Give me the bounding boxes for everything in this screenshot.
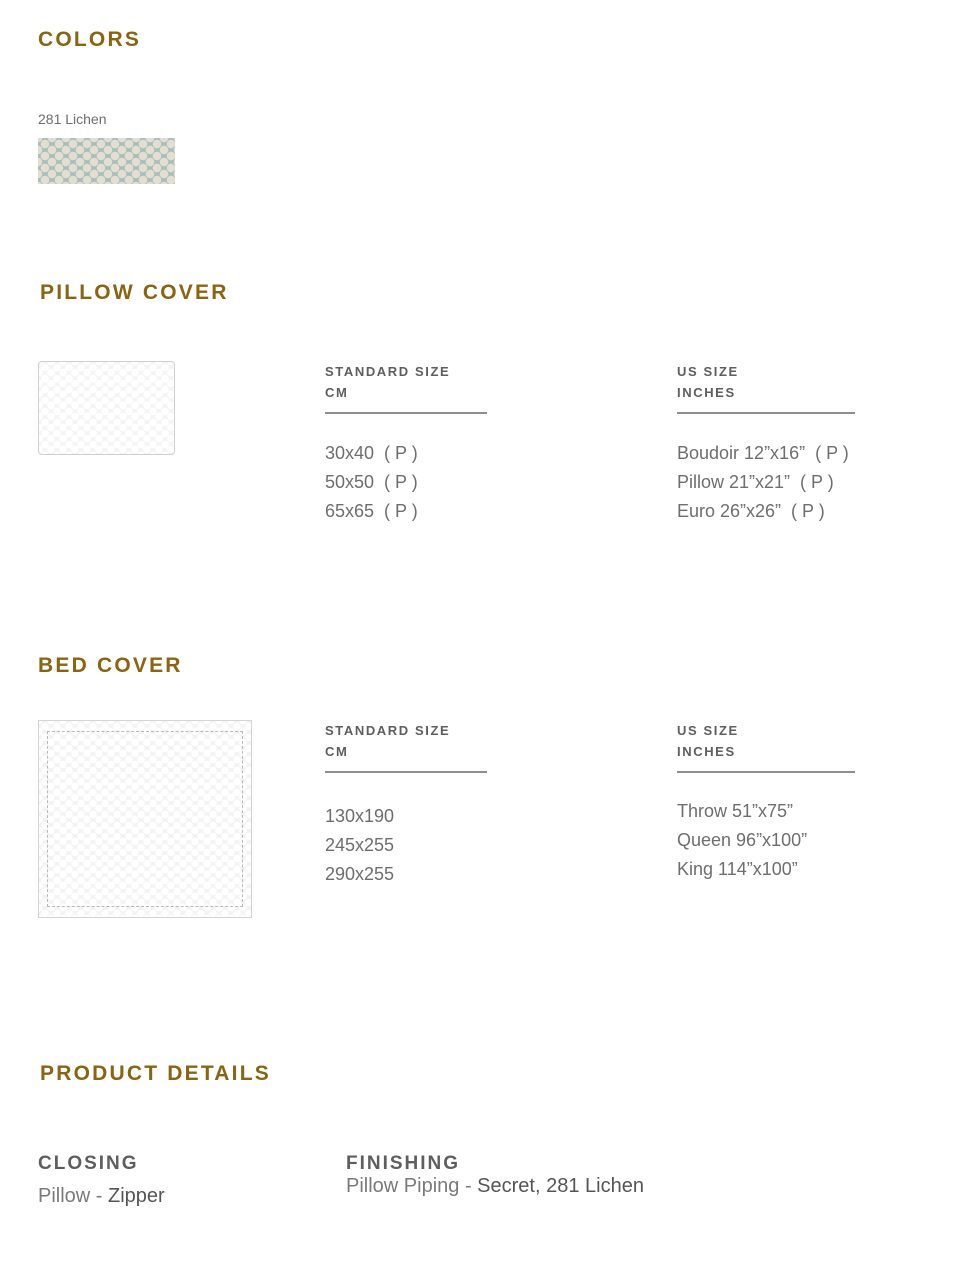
bed-us-size-item: King 114”x100” — [677, 859, 798, 879]
bed-standard-size-column — [325, 720, 487, 889]
closing-heading: CLOSING — [38, 1153, 139, 1174]
bed-standard-size-item: 245x255 — [325, 835, 395, 855]
bed-us-size-item: Throw 51”x75” — [677, 801, 794, 821]
finishing-value: Secret, 281 Lichen — [477, 1175, 644, 1197]
bed-inches-heading: INCHES — [677, 744, 736, 759]
finishing-block — [346, 1153, 644, 1198]
finishing-label: Pillow Piping - — [346, 1175, 478, 1197]
finishing-detail — [346, 1175, 644, 1198]
closing-detail — [38, 1185, 165, 1208]
product-details-title: PRODUCT DETAILS — [40, 1062, 271, 1085]
pillow-cm-heading: CM — [325, 385, 349, 400]
bed-cover-title: BED COVER — [38, 654, 183, 677]
pillow-standard-size-item: 50x50 ( P ) — [325, 472, 418, 492]
swatch-label: 281 Lichen — [38, 111, 107, 127]
pillow-standard-size-heading: STANDARD SIZE — [325, 364, 451, 379]
bed-standard-size-item: 290x255 — [325, 864, 395, 884]
color-swatch-lichen[interactable] — [38, 138, 175, 184]
bed-standard-size-item: 130x190 — [325, 806, 395, 826]
closing-label: Pillow - — [38, 1185, 109, 1207]
pillow-us-size-item: Boudoir 12”x16” ( P ) — [677, 443, 849, 463]
bed-cm-heading: CM — [325, 744, 349, 759]
pillow-standard-size-item: 65x65 ( P ) — [325, 501, 418, 521]
bed-us-size-heading: US SIZE — [677, 723, 739, 738]
bed-standard-size-heading: STANDARD SIZE — [325, 723, 451, 738]
divider — [325, 412, 487, 414]
divider — [677, 771, 855, 773]
pillow-cover-image — [38, 361, 175, 455]
divider — [325, 771, 487, 773]
pillow-us-size-heading: US SIZE — [677, 364, 739, 379]
pillow-inches-heading: INCHES — [677, 385, 736, 400]
pillow-standard-size-column — [325, 361, 487, 526]
bed-cover-image — [38, 720, 252, 918]
bed-cover-stitch-border — [47, 731, 243, 907]
pillow-standard-size-item: 30x40 ( P ) — [325, 443, 418, 463]
closing-value: Zipper — [108, 1185, 165, 1207]
closing-block — [38, 1153, 165, 1208]
colors-title: COLORS — [38, 28, 142, 51]
pillow-us-size-item: Euro 26”x26” ( P ) — [677, 501, 825, 521]
pillow-us-size-column — [677, 361, 855, 526]
bed-us-size-column — [677, 720, 855, 884]
bed-us-size-item: Queen 96”x100” — [677, 830, 808, 850]
pillow-cover-title: PILLOW COVER — [40, 281, 229, 304]
divider — [677, 412, 855, 414]
pillow-us-size-item: Pillow 21”x21” ( P ) — [677, 472, 834, 492]
finishing-heading: FINISHING — [346, 1153, 461, 1174]
